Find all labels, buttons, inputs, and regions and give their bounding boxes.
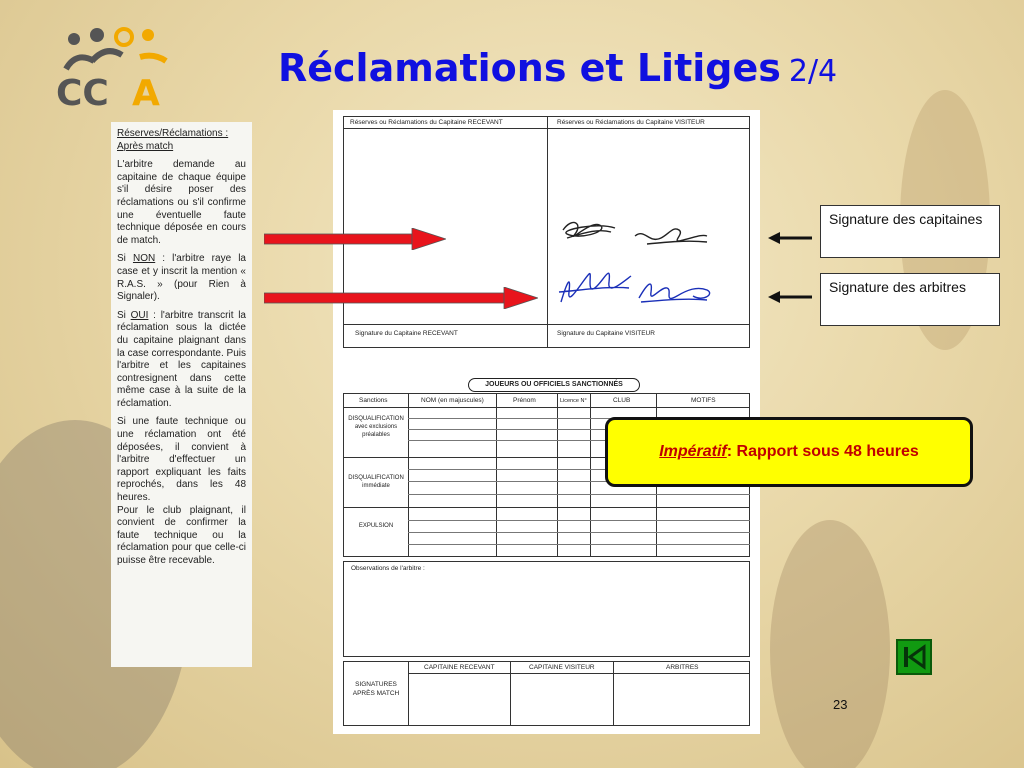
- sanctioned-title: JOUEURS OU OFFICIELS SANCTIONNÉS: [468, 378, 640, 392]
- row-line: [408, 544, 750, 545]
- sig-visiteur-label: Signature du Capitaine VISITEUR: [557, 330, 655, 337]
- signature-row-line: [343, 324, 750, 325]
- arrow-to-referee-signatures: [264, 287, 538, 309]
- title-text: Réclamations et Litiges: [278, 46, 781, 90]
- notes-panel: [111, 122, 252, 667]
- slide-title: [278, 46, 837, 90]
- reserves-header-line: [343, 128, 750, 129]
- reserves-visiteur-label: Réserves ou Réclamations du Capitaine VISITEUR: [557, 119, 705, 126]
- col-licence: Licence N°: [560, 398, 587, 404]
- imperatif-text: : Rapport sous 48 heures: [726, 443, 919, 460]
- captain-signatures: [555, 208, 715, 258]
- table-header-line: [343, 407, 750, 408]
- sig-col-recevant: CAPITAINE RECEVANT: [424, 664, 495, 671]
- reserves-divider: [547, 116, 548, 348]
- imperatif-notice: [605, 417, 973, 487]
- notes-paragraph-5: Pour le club plaignant, il convient de confirmer la faute technique ou la réclamation pour que celle-ci puisse être recevable.: [117, 504, 246, 566]
- notes-paragraph-1: L'arbitre demande au capitaine de chaque équipe s'il désire poser des réclamations ou s'il confirme une éventuelle faute technique déposée en cours de match.: [117, 159, 246, 246]
- col-prenom: Prénom: [513, 397, 536, 404]
- p3-prefix: Si: [117, 309, 131, 321]
- referee-signatures: [555, 268, 715, 312]
- skip-back-icon: [898, 641, 930, 673]
- arrow-left-icon: [768, 290, 812, 304]
- callout-captains-signature: Signature des capitaines: [820, 205, 1000, 258]
- col-sanctions: Sanctions: [359, 397, 388, 404]
- background-player-bottom-right: [770, 520, 890, 768]
- row-disq-immediate: DISQUALIFICATION immédiate: [348, 475, 404, 489]
- row-line: [408, 494, 750, 495]
- sig-recevant-label: Signature du Capitaine RECEVANT: [355, 330, 458, 337]
- row-disq-exclusions: DISQUALIFICATION avec exclusions préalables: [348, 416, 404, 438]
- notes-paragraph-4: Si une faute technique ou une réclamation ont été déposées, il convient à l'arbitre d'effectuer un rapport expliquant les faits reprochés, dans les 48 heures.: [117, 416, 246, 504]
- reserves-recevant-label: Réserves ou Réclamations du Capitaine RECEVANT: [350, 119, 503, 126]
- keyword-non: NON: [132, 253, 156, 265]
- row-line: [408, 520, 750, 521]
- group-line: [343, 507, 750, 508]
- arrow-left-icon: [768, 231, 812, 245]
- callout-referees-signature: Signature des arbitres: [820, 273, 1000, 326]
- title-part: 2/4: [788, 54, 838, 89]
- col-club: CLUB: [613, 397, 631, 404]
- notes-paragraph-3: [117, 310, 246, 411]
- notes-heading: Réserves/Réclamations : Après match: [117, 128, 229, 152]
- sig-col-divider-2: [510, 661, 511, 726]
- club-logo: [52, 25, 172, 109]
- svg-text:CC: CC: [56, 73, 109, 109]
- sig-header-line: [408, 673, 750, 674]
- observations-box: [343, 561, 750, 657]
- p2-prefix: Si: [117, 253, 133, 265]
- p2-text: : l'arbitre raye la case et y inscrit la mention « R.A.S. » (pour Rien à Signaler).: [117, 253, 246, 303]
- sig-col-arbitres: ARBITRES: [666, 664, 699, 671]
- keyword-oui: OUI: [130, 309, 149, 321]
- p3-text: : l'arbitre transcrit la réclamation sous la dictée du capitaine plaignant dans la case correspondante. Puis l'arbitre et les capitaines contresignent dans cette même case à la suite de la réclamation.: [117, 309, 246, 409]
- col-motifs: MOTIFS: [691, 397, 716, 404]
- signatures-after-match-label: SIGNATURES APRÈS MATCH: [352, 681, 400, 697]
- svg-text:A: A: [132, 73, 160, 109]
- col-nom: NOM (en majuscules): [421, 397, 484, 404]
- sig-col-divider-1: [408, 661, 409, 726]
- row-expulsion: EXPULSION: [358, 523, 394, 529]
- sig-col-divider-3: [613, 661, 614, 726]
- back-to-start-button[interactable]: [896, 639, 932, 675]
- imperatif-keyword: Impératif: [659, 443, 727, 460]
- sig-col-visiteur: CAPITAINE VISITEUR: [529, 664, 595, 671]
- observations-label: Observations de l'arbitre :: [351, 565, 425, 572]
- arrow-to-captain-signatures: [264, 228, 446, 250]
- notes-paragraph-2: [117, 253, 246, 303]
- page-number: 23: [833, 697, 848, 712]
- row-line: [408, 532, 750, 533]
